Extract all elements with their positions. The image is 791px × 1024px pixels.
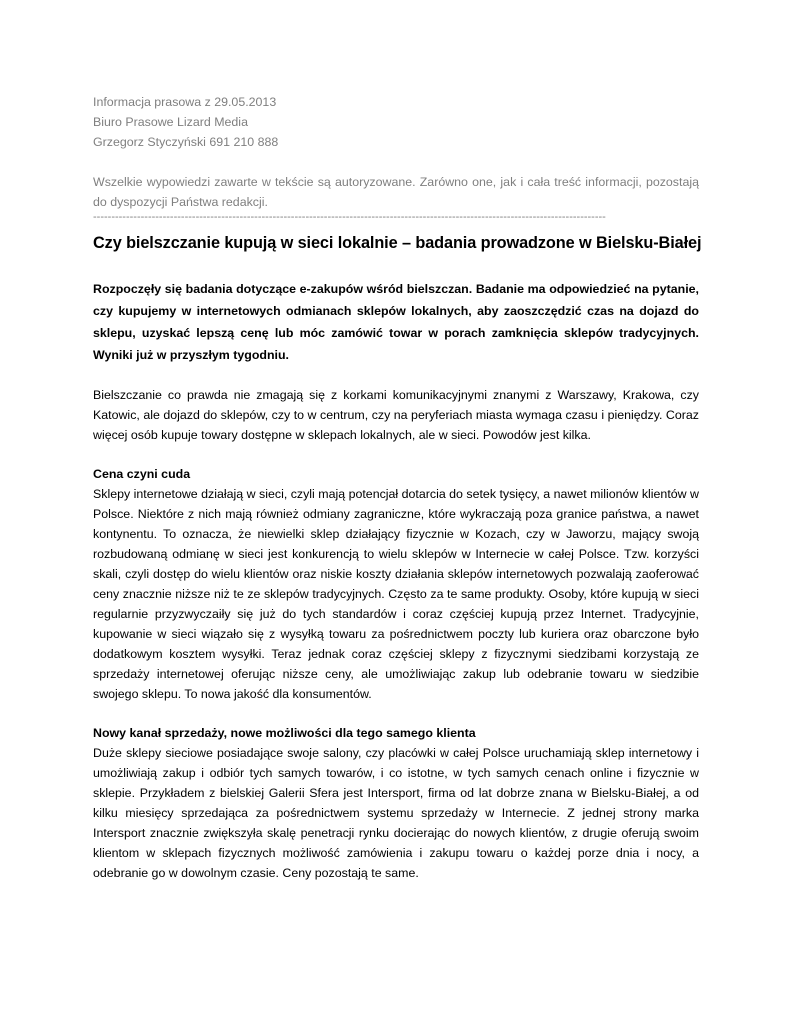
- section-body-price: Sklepy internetowe działają w sieci, czyli mają potencjał dotarcia do setek tysięcy, a nawet milionów klientów w Polsce. Niektóre z nich mają również odmiany zagraniczne, które wykraczają poza granice państwa, a nawet kontynentu. To oznacza, że niewielki sklep działający fizycznie w Kozach, czy w Jaworzu, mający swoją rozbudowaną odmianę w sieci jest konkurencją to wielu sklepów w Internecie w całej Polsce. Tzw. korzyści skali, czyli dostęp do wielu klientów oraz niskie koszty działania sklepów internetowych pozwalają zaoferować ceny znacznie niższe niż te ze sklepów tradycyjnych. Często za te same produkty. Osoby, które kupują w sieci regularnie przyzwyczaiły się już do tych standardów i coraz częściej kupują przez Internet. Tradycyjnie, kupowanie w sieci wiązało się z wysyłką towaru za pośrednictwem poczty lub kuriera oraz obarczone było dodatkowym kosztem wysyłki. Teraz jednak coraz częściej sklepy z fizycznymi siedzibami korzystają ze sprzedaży internetowej oferując niższe ceny, ale umożliwiając zakup lub odebranie towaru w siedzibie swojego sklepu. To nowa jakość dla konsumentów.: [93, 487, 699, 701]
- press-office: Biuro Prasowe Lizard Media: [93, 115, 248, 129]
- article-intro: Bielszczanie co prawda nie zmagają się z korkami komunikacyjnymi znanymi z Warszawy, Krakowa, czy Katowic, ale dojazd do sklepów, czy to w centrum, czy na peryferiach miasta wymaga czasu i pieniędzy. Coraz więcej osób kupuje towary dostępne w sklepach lokalnych, ale w sieci. Powodów jest kilka.: [93, 388, 699, 442]
- press-info-date: Informacja prasowa z 29.05.2013: [93, 95, 277, 109]
- article-title: Czy bielszczanie kupują w sieci lokalnie – badania prowadzone w Bielsku-Białej: [93, 234, 702, 252]
- section-heading-price: Cena czyni cuda: [93, 467, 191, 481]
- article-lead: Rozpoczęły się badania dotyczące e-zakupów wśród bielszczan. Badanie ma odpowiedzieć na pytanie, czy kupujemy w internetowych odmianach sklepów lokalnych, aby zaoszczędzić czas na dojazd do sklepu, uzyskać lepszą cenę lub móc zamówić towar w porach zamknięcia sklepów tradycyjnych. Wyniki już w przyszłym tygodniu.: [93, 282, 699, 362]
- section-heading-new-channel: Nowy kanał sprzedaży, nowe możliwości dla tego samego klienta: [93, 726, 476, 740]
- disclaimer: Wszelkie wypowiedzi zawarte w tekście są autoryzowane. Zarówno one, jak i cała treść informacji, pozostają do dyspozycji Państwa redakcji.: [93, 175, 699, 209]
- section-body-new-channel: Duże sklepy sieciowe posiadające swoje salony, czy placówki w całej Polsce uruchamiają sklep internetowy i umożliwiają zakup i odbiór tych samych towarów, i co istotne, w tych samych cenach online i fizycznie w sklepie. Przykładem z bielskiej Galerii Sfera jest Intersport, firma od lat dobrze znana w Bielsku-Białej, a od kilku miesięcy sprzedająca za pośrednictwem systemu sprzedaży w Internecie. Z jednej strony marka Intersport znacznie zwiększyła skalę penetracji rynku docierając do nowych klientów, z drugie oferują swoim klientom w sklepach fizycznych możliwość zamówienia i zakupu towaru o każdej porze dnia i nocy, a odebranie go w dowolnym czasie. Ceny pozostają te same.: [93, 746, 699, 880]
- press-header: [93, 92, 699, 152]
- separator-line: --------------------------------------------------------------------------------------------------------------------------------------------: [93, 212, 606, 223]
- contact-person: Grzegorz Styczyński 691 210 888: [93, 135, 279, 149]
- document-page: [93, 92, 702, 883]
